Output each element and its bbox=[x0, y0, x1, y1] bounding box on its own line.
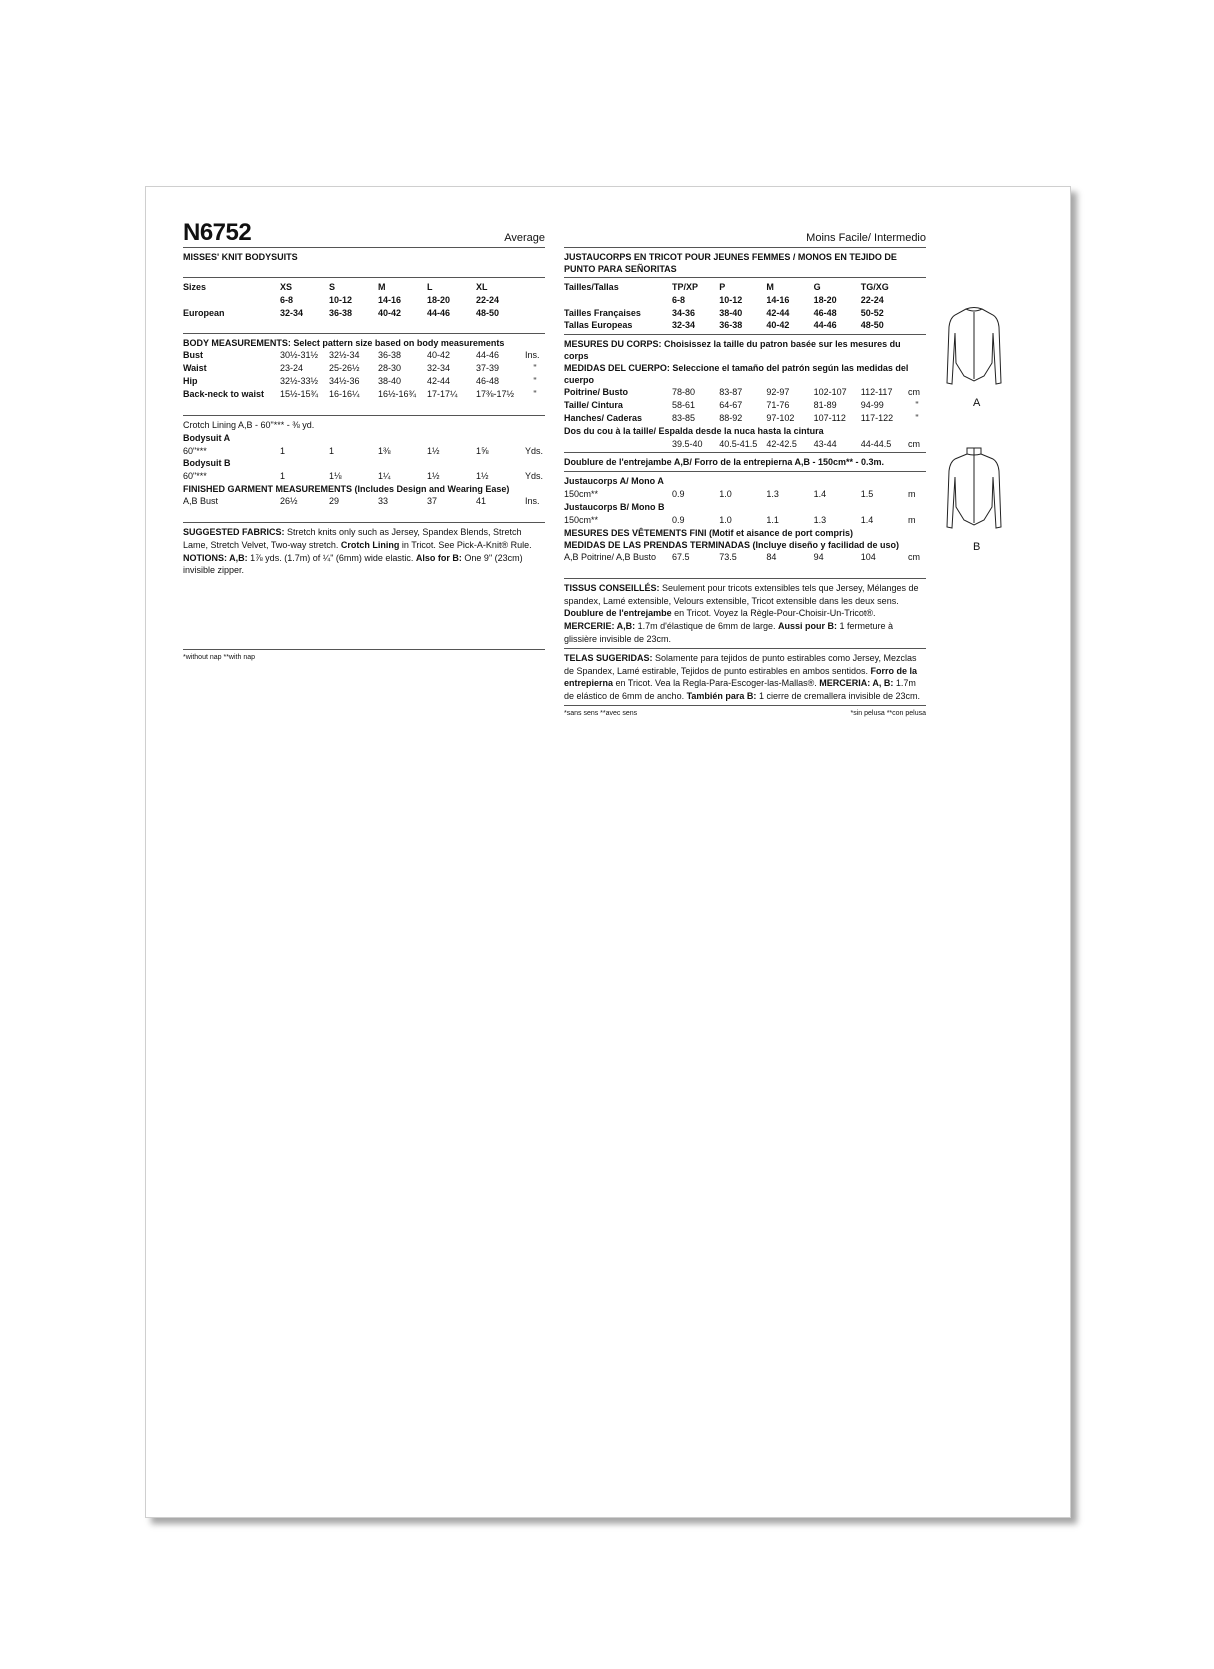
finished-table-fr bbox=[564, 551, 926, 564]
size-table-fr bbox=[564, 281, 926, 332]
fr-header bbox=[564, 221, 926, 245]
divider bbox=[564, 247, 926, 248]
size-col: XS bbox=[280, 282, 293, 292]
footnote-fr: *sans sens **avec sens *sin pelusa **con pelusa bbox=[564, 709, 926, 717]
divider bbox=[183, 522, 545, 523]
divider bbox=[564, 334, 926, 335]
bodysuit-b-illustration bbox=[944, 445, 1004, 535]
table-row: Hip 32½-33½ 34½-36 38-40 42-44 46-48 " bbox=[183, 375, 537, 386]
european-sizes-row: Tallas Europeas 32-34 36-38 40-42 44-46 48-50 bbox=[564, 320, 884, 331]
pattern-number: N6752 bbox=[183, 219, 252, 246]
size-number-row bbox=[183, 294, 545, 307]
divider bbox=[183, 277, 545, 278]
divider bbox=[564, 452, 926, 453]
yardage-a-table-fr bbox=[564, 488, 926, 501]
bodysuit-a-heading-fr: Justaucorps A/ Mono A bbox=[564, 476, 664, 487]
size-number: 6-8 bbox=[280, 294, 294, 305]
table-row: 60"*** 1 1⅛ 1¼ 1½ 1½ Yds. bbox=[183, 471, 544, 482]
table-row: 60"*** 1 1 1⅜ 1½ 1⅝ Yds. bbox=[183, 445, 544, 456]
divider bbox=[564, 648, 926, 649]
table-row: A,B Bust 26½ 29 33 37 41 Ins. bbox=[183, 496, 540, 507]
difficulty-level-fr: Moins Facile/ Intermedio bbox=[806, 232, 926, 244]
european-size: 48-50 bbox=[476, 307, 500, 318]
french-spanish-column bbox=[564, 221, 926, 718]
difficulty-level: Average bbox=[504, 232, 545, 244]
table-row: Waist 23-24 25-26½ 28-30 32-34 37-39 " bbox=[183, 363, 537, 374]
size-number: 18-20 bbox=[427, 294, 451, 305]
bodysuit-b-heading-fr: Justaucorps B/ Mono B bbox=[564, 502, 665, 513]
english-column bbox=[183, 221, 545, 662]
yardage-a-table bbox=[183, 445, 545, 458]
european-row bbox=[183, 307, 545, 320]
size-number-row: 6-8 10-12 14-16 18-20 22-24 bbox=[672, 294, 884, 305]
table-row: Hanches/ Caderas 83-85 88-92 97-102 107-112 117-122 " bbox=[564, 412, 919, 423]
view-b-label: B bbox=[973, 541, 981, 553]
notions-label: NOTIONS: A,B: bbox=[183, 552, 248, 563]
pattern-title-fr: JUSTAUCORPS EN TRICOT POUR JEUNES FEMMES / MONOS EN TEJIDO DE PUNTO PARA SEÑORITAS bbox=[564, 252, 897, 274]
suggested-fabrics: SUGGESTED FABRICS: Stretch knits only such as Jersey, Spandex Blends, Stretch Lame, Stretch Velvet, Two-way stretch. Crotch Lining in Tricot. See Pick-A-Knit® Rule. NOTIONS: A,B: 1⅞ yds. (1.7m) of ¼" (6mm) wide elastic. Also for B: One 9" (23cm) invisible zipper. bbox=[183, 526, 532, 576]
divider bbox=[564, 277, 926, 278]
european-label: European bbox=[183, 307, 225, 318]
pattern-envelope-back bbox=[145, 186, 1071, 1518]
table-row: Taille/ Cintura 58-61 64-67 71-76 81-89 94-99 " bbox=[564, 399, 919, 410]
telas-sugeridas: TELAS SUGERIDAS: Solamente para tejidos de punto estirables como Jersey, Mezclas de Spandex, Lamé estirable, Tejidos de punto estirables en ambos sentidos. Forro de la entrepierna en Tricot. Vea la Regla-Para-Escoger-las-Mallas®. MERCERIA: A, B: 1.7m de elástico de 6mm de ancho. También para B: 1 cierre de cremallera invisible de 23cm. bbox=[564, 652, 921, 702]
body-measurements-heading-es: MEDIDAS DEL CUERPO: Seleccione el tamaño del patrón según las medidas del cuerpo bbox=[564, 363, 909, 386]
view-a-label: A bbox=[973, 397, 981, 409]
finished-heading-fr: MESURES DES VÊTEMENTS FINI (Motif et aisance de port compris) bbox=[564, 527, 854, 538]
crotch-lining-fr: Doublure de l'entrejambe A,B/ Forro de la entrepierna A,B - 150cm** - 0.3m. bbox=[564, 457, 885, 468]
finished-measurements-table bbox=[183, 495, 545, 508]
european-size: 40-42 bbox=[378, 307, 402, 318]
table-row: Back-neck to waist 15½-15¾ 16-16¼ 16½-16¾ 17-17¼ 17⅜-17½ " bbox=[183, 388, 537, 399]
european-size: 32-34 bbox=[280, 307, 304, 318]
body-measurements-table-fr bbox=[564, 386, 926, 424]
table-row: 39.5-40 40.5-41.5 42-42.5 43-44 44-44.5 cm bbox=[672, 438, 920, 449]
bodysuit-a-heading: Bodysuit A bbox=[183, 432, 231, 443]
body-measurements-heading-fr: MESURES DU CORPS: Choisissez la taille du patron basée sur les mesures du corps bbox=[564, 339, 901, 362]
finished-measurements-heading: FINISHED GARMENT MEASUREMENTS (Includes Design and Wearing Ease) bbox=[183, 484, 510, 495]
size-letter-row bbox=[183, 281, 545, 294]
size-col: M bbox=[378, 282, 386, 292]
size-letter-row: Tailles/Tallas TP/XP P M G TG/XG bbox=[564, 282, 889, 292]
footnote: *without nap **with nap bbox=[183, 654, 255, 662]
bodysuit-b-heading: Bodysuit B bbox=[183, 458, 231, 469]
english-header bbox=[183, 221, 545, 245]
european-size: 36-38 bbox=[329, 307, 353, 318]
back-neck-table-fr bbox=[564, 438, 926, 451]
back-neck-label-fr: Dos du cou à la taille/ Espalda desde la nuca hasta la cintura bbox=[564, 425, 824, 436]
pattern-title: MISSES' KNIT BODYSUITS bbox=[183, 252, 298, 262]
size-col: L bbox=[427, 282, 433, 292]
divider bbox=[564, 578, 926, 579]
size-col: S bbox=[329, 282, 336, 292]
tissus-conseilles: TISSUS CONSEILLÉS: Seulement pour tricots extensibles tels que Jersey, Mélanges de spandex, Lamé extensible, Velours extensible, Tricot extensible dans les deux sens. Doublure de l'entrejambe en Tricot. Voyez la Règle-Pour-Choisir-Un-Tricot®. MERCERIE: A,B: 1.7m d'élastique de 6mm de large. Aussi pour B: 1 fermeture à glissière invisible de 23cm. bbox=[564, 582, 919, 644]
body-measurements-heading: BODY MEASUREMENTS: Select pattern size based on body measurements bbox=[183, 338, 505, 349]
divider bbox=[183, 247, 545, 248]
european-size: 44-46 bbox=[427, 307, 451, 318]
divider bbox=[564, 705, 926, 706]
size-number: 22-24 bbox=[476, 294, 500, 305]
size-number: 10-12 bbox=[329, 294, 353, 305]
size-number: 14-16 bbox=[378, 294, 402, 305]
french-sizes-row: Tailles Françaises 34-36 38-40 42-44 46-48 50-52 bbox=[564, 307, 884, 318]
divider bbox=[183, 333, 545, 334]
finished-heading-es: MEDIDAS DE LAS PRENDAS TERMINADAS (Incluye diseño y facilidad de uso) bbox=[564, 539, 900, 550]
bodysuit-a-illustration bbox=[944, 305, 1004, 391]
table-row: 150cm** 0.9 1.0 1.1 1.3 1.4 m bbox=[564, 515, 916, 526]
size-col: XL bbox=[476, 282, 488, 292]
yardage-b-table bbox=[183, 470, 545, 483]
divider bbox=[183, 649, 545, 650]
table-row: Bust 30½-31½ 32½-34 36-38 40-42 44-46 Ins. bbox=[183, 350, 540, 361]
divider bbox=[183, 415, 545, 416]
crotch-lining: Crotch Lining A,B - 60"*** - ⅜ yd. bbox=[183, 419, 315, 430]
size-table bbox=[183, 281, 545, 319]
yardage-b-table-fr bbox=[564, 514, 926, 527]
sizes-label: Sizes bbox=[183, 282, 207, 292]
body-measurements-table bbox=[183, 349, 545, 400]
table-row: 150cm** 0.9 1.0 1.3 1.4 1.5 m bbox=[564, 489, 916, 500]
table-row: A,B Poitrine/ A,B Busto 67.5 73.5 84 94 104 cm bbox=[564, 551, 920, 562]
table-row: Poitrine/ Busto 78-80 83-87 92-97 102-107 112-117 cm bbox=[564, 387, 920, 398]
divider bbox=[564, 471, 926, 472]
